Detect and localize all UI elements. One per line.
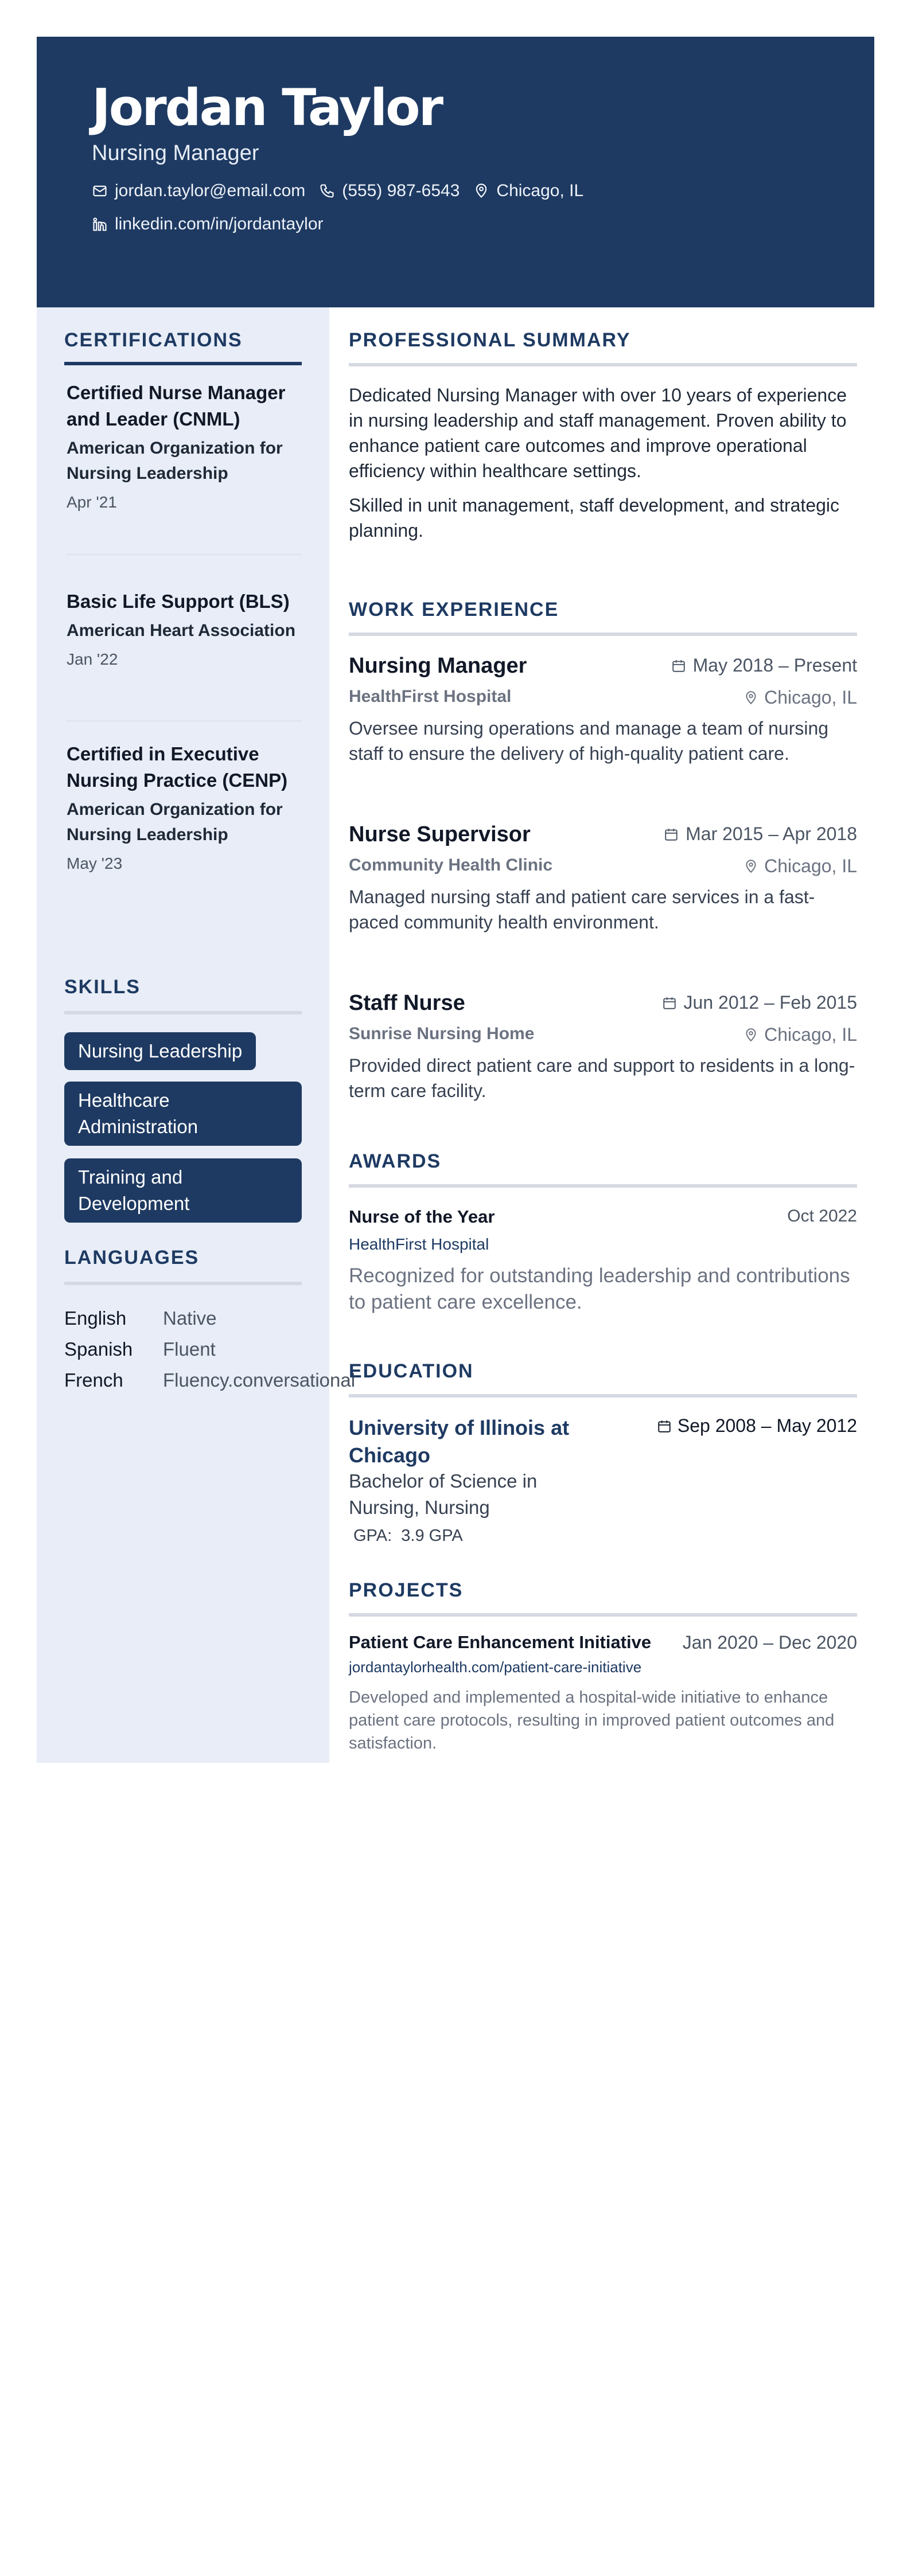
award-title: Nurse of the Year (349, 1207, 495, 1227)
project-description: Developed and implemented a hospital-wide initiative to enhance patient care protocols, resulting in improved patient outcomes and satisfaction. (349, 1688, 835, 1753)
certification-item (67, 380, 302, 512)
section-rule (64, 1011, 302, 1014)
phone-text: (555) 987-6543 (342, 181, 460, 200)
job-org: Sunrise Nursing Home (349, 1024, 535, 1043)
section-title-certifications: CERTIFICATIONS (64, 329, 243, 351)
calendar-icon (657, 1419, 672, 1434)
gpa-label: GPA: (353, 1527, 392, 1545)
job-dates-text: Jun 2012 – Feb 2015 (683, 992, 857, 1013)
education-gpa (353, 1527, 463, 1545)
section-rule (64, 362, 302, 365)
job-dates (664, 823, 857, 845)
email-text: jordan.taylor@email.com (115, 181, 306, 200)
education-school: University of Illinois at Chicago (349, 1416, 570, 1467)
map-pin-icon (743, 1028, 758, 1043)
contact-row-2 (92, 214, 337, 234)
language-level: Native (163, 1307, 217, 1329)
linkedin-text: linkedin.com/in/jordantaylor (115, 214, 324, 233)
job-dates (662, 992, 857, 1013)
language-row (64, 1307, 217, 1329)
job-title: Nursing Manager (349, 654, 527, 678)
section-title-projects: PROJECTS (349, 1579, 464, 1601)
education-dates-text: Sep 2008 – May 2012 (677, 1415, 857, 1436)
job-title: Staff Nurse (349, 991, 465, 1015)
certification-divider (67, 554, 302, 555)
certification-item (67, 741, 302, 873)
job-location-text: Chicago, IL (764, 856, 857, 876)
section-rule (349, 1394, 857, 1398)
summary-section (349, 329, 857, 543)
resume-header (37, 37, 874, 307)
project-title: Patient Care Enhancement Initiative (349, 1632, 652, 1652)
certification-org: American Organization for Nursing Leadership (67, 439, 283, 483)
language-name: English (64, 1307, 127, 1329)
section-rule (349, 633, 857, 636)
education-dates (657, 1415, 857, 1437)
education-section (349, 1360, 857, 1398)
contact-location (473, 181, 583, 201)
contact-row (92, 181, 597, 201)
experience-section (349, 599, 857, 636)
job-description: Oversee nursing operations and manage a team of nursing staff to ensure the delivery of high-quality patient care. (349, 718, 829, 764)
job-entry (349, 991, 857, 1117)
job-location (743, 1024, 857, 1045)
job-title: Nurse Supervisor (349, 822, 531, 846)
award-entry (349, 1207, 857, 1321)
skill-chip: Healthcare Administration (64, 1082, 302, 1146)
section-title-skills: SKILLS (64, 976, 141, 998)
certification-date: Apr '21 (67, 493, 117, 511)
linkedin-icon (92, 216, 108, 232)
section-title-summary: PROFESSIONAL SUMMARY (349, 329, 631, 351)
projects-section (349, 1579, 857, 1617)
gpa-value: 3.9 GPA (401, 1527, 463, 1545)
job-description: Provided direct patient care and support to residents in a long-term care facility. (349, 1055, 855, 1101)
job-dates (671, 655, 857, 676)
language-level: Fluent (163, 1338, 216, 1360)
project-dates: Jan 2020 – Dec 2020 (682, 1632, 857, 1653)
section-rule (349, 363, 857, 366)
certification-org: American Organization for Nursing Leadership (67, 800, 283, 844)
languages-header (64, 1247, 302, 1285)
certifications-header (64, 329, 302, 365)
skills-header (64, 976, 302, 1014)
certification-name: Basic Life Support (BLS) (67, 591, 290, 612)
location-text: Chicago, IL (496, 181, 584, 200)
project-entry (349, 1632, 857, 1764)
section-title-education: EDUCATION (349, 1360, 474, 1382)
section-rule (64, 1282, 302, 1285)
certification-name: Certified Nurse Manager and Leader (CNML) (67, 382, 286, 430)
section-rule (349, 1184, 857, 1188)
award-date: Oct 2022 (787, 1207, 857, 1225)
job-org: Community Health Clinic (349, 856, 553, 875)
language-row (64, 1369, 355, 1391)
project-link[interactable]: jordantaylorhealth.com/patient-care-initiative (349, 1658, 642, 1676)
education-entry (349, 1414, 857, 1552)
job-dates-text: May 2018 – Present (692, 655, 857, 676)
section-title-awards: AWARDS (349, 1150, 442, 1172)
certification-name: Certified in Executive Nursing Practice (CENP) (67, 743, 288, 791)
job-location (743, 687, 857, 708)
certification-date: Jan '22 (67, 650, 118, 668)
candidate-name: Jordan Taylor (92, 78, 442, 137)
job-location-text: Chicago, IL (764, 1024, 857, 1045)
section-title-languages: LANGUAGES (64, 1247, 200, 1269)
language-name: French (64, 1369, 123, 1391)
phone-icon (319, 183, 335, 199)
map-pin-icon (743, 859, 758, 874)
calendar-icon (662, 996, 677, 1010)
calendar-icon (671, 658, 686, 673)
section-rule (349, 1613, 857, 1617)
job-entry (349, 654, 857, 780)
map-pin-icon (473, 183, 489, 199)
language-level: Fluency.conversational (163, 1369, 356, 1391)
language-name: Spanish (64, 1338, 133, 1360)
language-row (64, 1338, 216, 1360)
summary-paragraph: Dedicated Nursing Manager with over 10 years of experience in nursing leadership and staff management. Proven ability to enhance patient care outcomes and improve operational efficiency within healthcare settings. (349, 385, 847, 481)
section-title-experience: WORK EXPERIENCE (349, 599, 559, 620)
certification-date: May '23 (67, 854, 123, 872)
award-description: Recognized for outstanding leadership and contributions to patient care excellence. (349, 1264, 850, 1313)
candidate-role: Nursing Manager (92, 141, 259, 165)
job-description: Managed nursing staff and patient care services in a fast-paced community health environment. (349, 887, 815, 932)
certification-divider (67, 720, 302, 721)
job-location (743, 856, 857, 877)
award-org: HealthFirst Hospital (349, 1235, 489, 1253)
job-entry (349, 822, 857, 949)
job-location-text: Chicago, IL (764, 687, 857, 708)
awards-section (349, 1150, 857, 1188)
contact-phone[interactable] (319, 181, 460, 201)
mail-icon (92, 183, 108, 199)
skill-chip: Nursing Leadership (64, 1032, 256, 1070)
map-pin-icon (743, 690, 758, 705)
job-org: HealthFirst Hospital (349, 687, 512, 706)
job-dates-text: Mar 2015 – Apr 2018 (686, 823, 857, 844)
resume-page (37, 37, 874, 1763)
sidebar (37, 307, 356, 1763)
education-degree: Bachelor of Science in Nursing, Nursing (349, 1470, 538, 1518)
certification-item (67, 588, 302, 669)
certification-org: American Heart Association (67, 621, 296, 640)
calendar-icon (664, 827, 679, 842)
summary-paragraph: Skilled in unit management, staff development, and strategic planning. (349, 495, 840, 541)
contact-linkedin[interactable] (92, 214, 324, 234)
contact-email[interactable] (92, 181, 305, 201)
skill-chip: Training and Development (64, 1158, 302, 1223)
